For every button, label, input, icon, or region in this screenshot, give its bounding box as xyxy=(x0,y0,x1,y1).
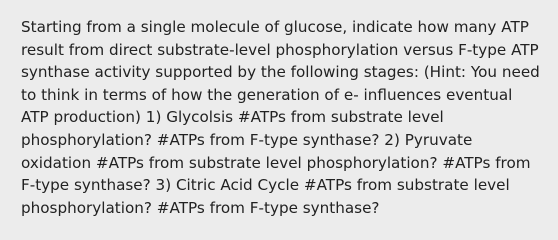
question-text: Starting from a single molecule of glucose, indicate how many ATP result from direct substrate-level phosphorylation versus F-type ATP synthase activity supported by the following stages: (Hint: You need to think in terms of how the generation of e- influences eventual ATP production) 1) Glycolsis #ATPs from substrate level phosphorylation? #ATPs from F-type synthase? 2) Pyruvate oxidation #ATPs from substrate level phosphorylation? #ATPs from F-type synthase? 3) Citric Acid Cycle #ATPs from substrate level phosphorylation? #ATPs from F-type synthase? xyxy=(21,18,540,217)
